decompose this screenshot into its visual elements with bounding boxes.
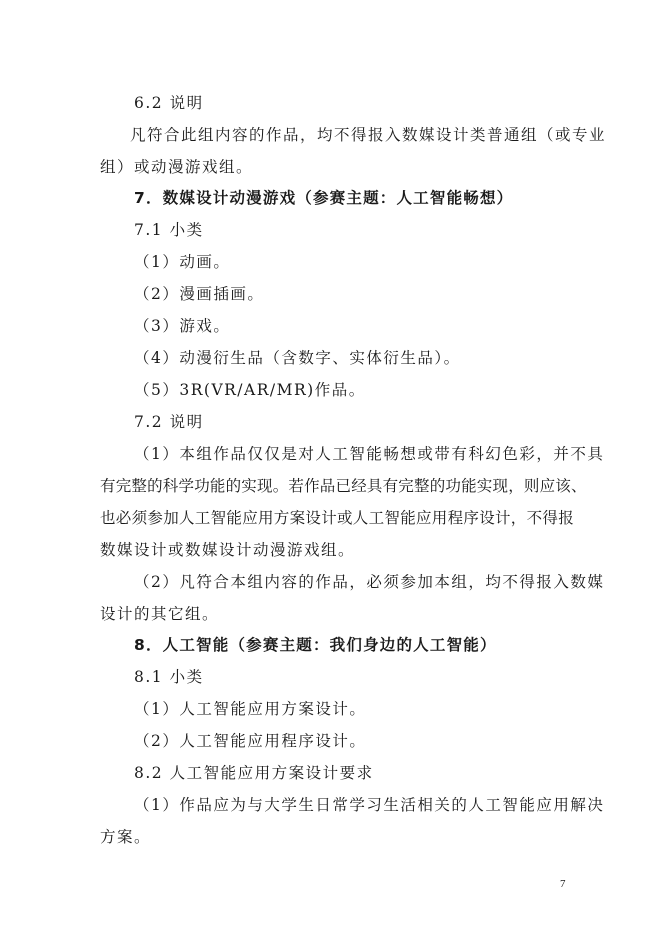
paragraph-line: 凡符合此组内容的作品，均不得报入数媒设计类普通组（或专业 xyxy=(130,126,607,144)
paragraph-line: 设计的其它组。 xyxy=(100,605,220,623)
list-item: （5）3R(VR/AR/MR)作品。 xyxy=(134,381,366,399)
list-item: （2）漫画插画。 xyxy=(134,285,265,303)
paragraph-line: 组）或动漫游戏组。 xyxy=(100,158,254,176)
section-6-2-heading: 6.2 说明 xyxy=(134,94,204,112)
subsection-8-1-heading: 8.1 小类 xyxy=(134,668,204,686)
paragraph-line: （1）作品应为与大学生日常学习生活相关的人工智能应用解决 xyxy=(134,796,605,814)
subsection-7-1-heading: 7.1 小类 xyxy=(134,221,204,239)
paragraph-line: 数媒设计或数媒设计动漫游戏组。 xyxy=(100,541,356,559)
paragraph-line: （1）本组作品仅仅是对人工智能畅想或带有科幻色彩，并不具 xyxy=(134,445,605,463)
subsection-7-2-heading: 7.2 说明 xyxy=(134,413,204,431)
list-item: （3）游戏。 xyxy=(134,317,231,335)
list-item: （4）动漫衍生品（含数字、实体衍生品）。 xyxy=(134,349,461,367)
paragraph-line: （2）凡符合本组内容的作品，必须参加本组，均不得报入数媒 xyxy=(134,573,605,591)
section-8-heading: 8．人工智能（参赛主题：我们身边的人工智能） xyxy=(134,636,497,654)
list-item: （1）动画。 xyxy=(134,253,231,271)
paragraph-line: 方案。 xyxy=(100,828,152,846)
section-7-heading: 7．数媒设计动漫游戏（参赛主题：人工智能畅想） xyxy=(134,189,514,207)
page-number: 7 xyxy=(560,878,566,890)
list-item: （2）人工智能应用程序设计。 xyxy=(134,732,367,750)
list-item: （1）人工智能应用方案设计。 xyxy=(134,700,367,718)
paragraph-line: 有完整的科学功能的实现。若作品已经具有完整的功能实现，则应该、 xyxy=(100,477,587,495)
subsection-8-2-heading: 8.2 人工智能应用方案设计要求 xyxy=(134,764,374,782)
paragraph-line: 也必须参加人工智能应用方案设计或人工智能应用程序设计，不得报 xyxy=(100,509,575,527)
